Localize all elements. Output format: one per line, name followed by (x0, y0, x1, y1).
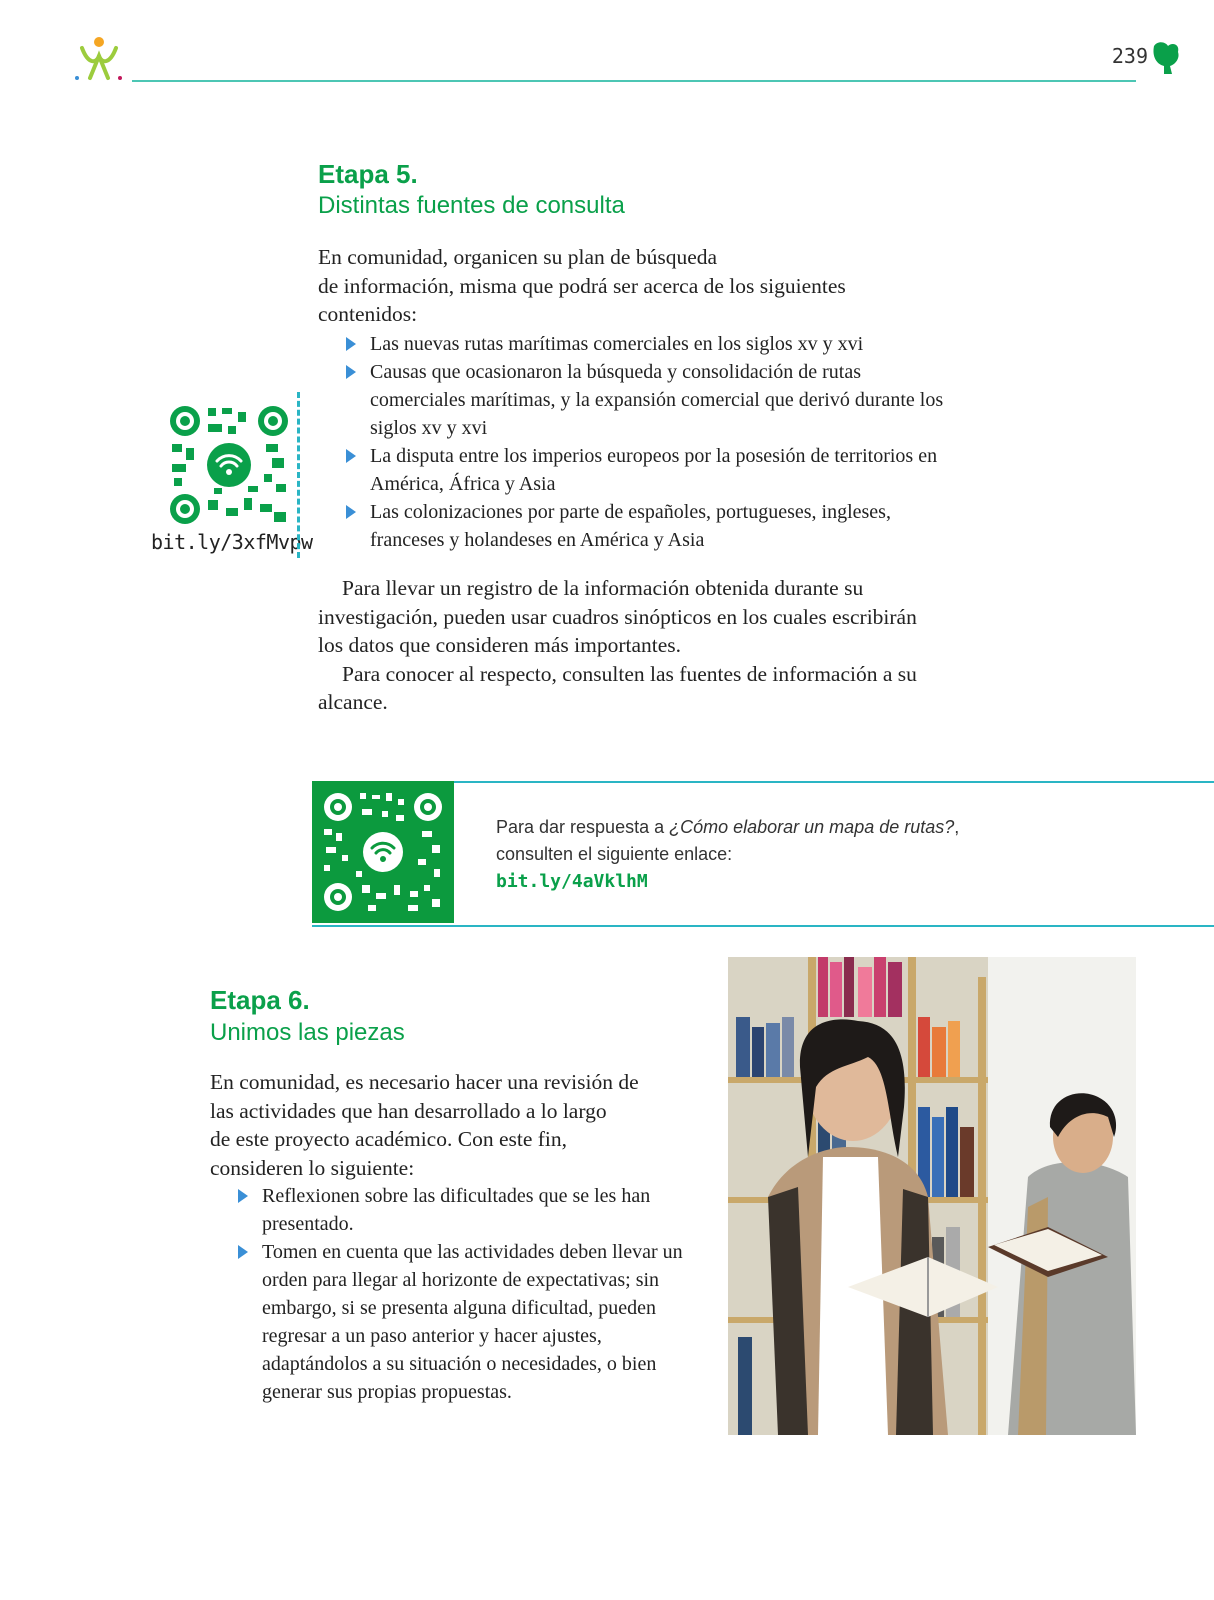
person-logo-icon (74, 34, 124, 84)
triangle-bullet-icon (346, 505, 356, 519)
qr-link[interactable]: bit.ly/3xfMvpw (151, 530, 313, 554)
list-item (236, 1238, 696, 1406)
infobox-link[interactable]: bit.ly/4aVklhM (496, 871, 648, 892)
triangle-bullet-icon (346, 365, 356, 379)
library-photo (728, 957, 1136, 1435)
intro-line: consideren lo siguiente: (210, 1155, 415, 1180)
header-logo (74, 34, 124, 84)
list-item-text: Las colonizaciones por parte de españoles, portugueses, ingleses, franceses y holandeses en América y Asia (370, 501, 891, 551)
etapa6-label: Etapa 6. (210, 985, 310, 1015)
page-number (1112, 44, 1148, 68)
dashed-divider (297, 392, 300, 558)
list-item (344, 498, 954, 554)
list-item-text: Reflexionen sobre las dificultades que se les han presentado. (262, 1185, 651, 1235)
intro-line: En comunidad, organicen su plan de búsqueda (318, 245, 718, 269)
etapa6-subtitle: Unimos las piezas (210, 1019, 405, 1046)
infobox-question: ¿Cómo elaborar un mapa de rutas? (669, 817, 955, 837)
paragraph: Para llevar un registro de la información obtenida durante su investigación, pueden usar cuadros sinópticos en los cuales escribirán los datos que consideren más importantes. (318, 576, 917, 657)
triangle-bullet-icon (238, 1189, 248, 1203)
infobox-text-after: , (954, 817, 960, 837)
intro-line: de información, misma que podrá ser acerca de los siguientes (318, 273, 846, 298)
infobox-qr-panel[interactable] (312, 781, 454, 923)
infobox-text-before: Para dar respuesta a (496, 817, 670, 837)
green-mascot-icon (1150, 40, 1182, 76)
etapa5-label: Etapa 5. (318, 159, 418, 189)
paragraph: Para conocer al respecto, consulten las fuentes de información a su alcance. (318, 661, 917, 714)
intro-line: contenidos: (318, 302, 418, 326)
students-reading-photo (728, 957, 1136, 1435)
list-item (344, 442, 954, 498)
intro-line: En comunidad, es necesario hacer una revisión de (210, 1070, 639, 1094)
etapa6-intro (210, 1068, 700, 1182)
list-item (236, 1182, 696, 1238)
triangle-bullet-icon (238, 1245, 248, 1259)
triangle-bullet-icon (346, 449, 356, 463)
infobox-line1 (496, 814, 1176, 841)
list-item (344, 358, 954, 442)
etapa5-intro (318, 243, 958, 329)
list-item-text: Las nuevas rutas marítimas comerciales en los siglos xv y xvi (370, 333, 864, 355)
qr-code-icon (168, 404, 290, 526)
list-item-text: Causas que ocasionaron la búsqueda y consolidación de rutas comerciales marítimas, y la expansión comercial que derivó durante los siglos xv y xvi (370, 361, 944, 439)
intro-line: las actividades que han desarrollado a lo largo (210, 1098, 607, 1123)
infobox-line2: consulten el siguiente enlace: (496, 844, 733, 864)
page-number-text: 239 (1111, 44, 1148, 68)
qr-code[interactable] (168, 404, 290, 526)
list-item-text: Tomen en cuenta que las actividades deben llevar un orden para llegar al horizonte de expectativas; sin embargo, si se presenta alguna dificultad, pueden regresar a un paso anterior y hacer ajustes, adaptándolos a su situación o necesidades, o bien generar sus propias propuestas. (262, 1241, 683, 1403)
green-mascot (1150, 40, 1182, 76)
infobox-text (496, 814, 1176, 895)
intro-line: de este proyecto académico. Con este fin, (210, 1127, 567, 1151)
etapa5-bullet-list (344, 330, 954, 554)
list-item-text: La disputa entre los imperios europeos por la posesión de territorios en América, África y Asia (370, 445, 938, 495)
etapa6-bullet-list (236, 1182, 696, 1406)
list-item (344, 330, 954, 358)
triangle-bullet-icon (346, 337, 356, 351)
header-rule (132, 80, 1136, 82)
etapa5-subtitle: Distintas fuentes de consulta (318, 192, 625, 219)
qr-code-icon (312, 781, 454, 923)
etapa5-paragraphs (318, 574, 918, 717)
